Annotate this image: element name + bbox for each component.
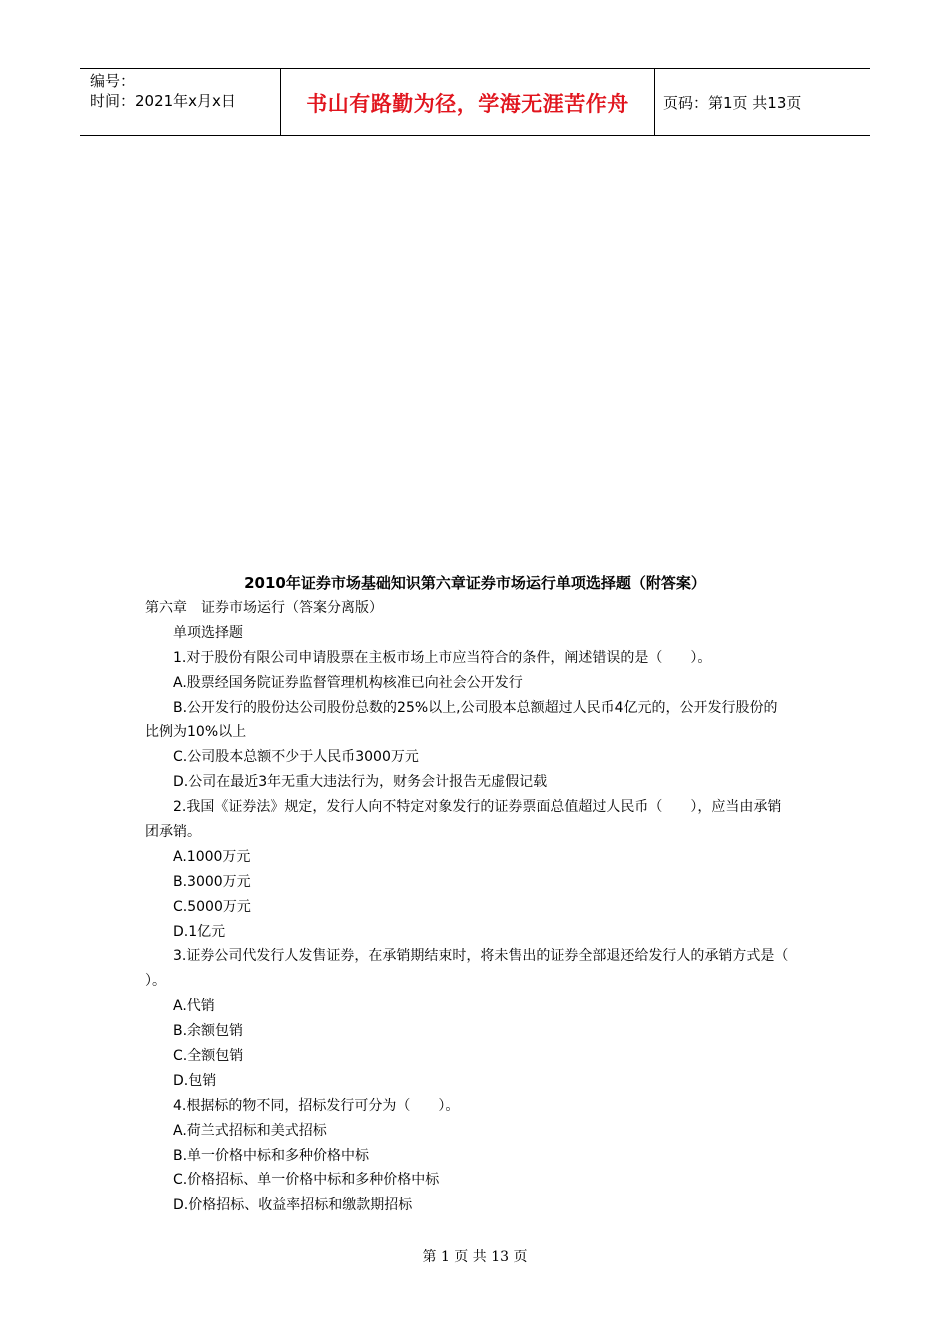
header-motto-cell	[281, 69, 655, 135]
option-1c: C.公司股本总额不少于人民币3000万元	[173, 749, 419, 766]
option-1a: A.股票经国务院证券监督管理机构核准已向社会公开发行	[173, 674, 523, 691]
question-4: 4.根据标的物不同，招标发行可分为（ ）。	[173, 1097, 460, 1114]
number-label: 编号：	[90, 72, 136, 90]
option-1d: D.公司在最近3年无重大违法行为，财务会计报告无虚假记载	[173, 774, 548, 791]
option-1b: B.公开发行的股份达公司股份总数的25%以上,公司股本总额超过人民币4亿元的，公开发行股份的	[173, 699, 778, 716]
time-label: 时间：2021年x月x日	[90, 92, 236, 110]
document-title: 2010年证券市场基础知识第六章证券市场运行单项选择题（附答案）	[244, 574, 706, 592]
option-4a: A.荷兰式招标和美式招标	[173, 1122, 327, 1139]
header-meta-cell	[80, 69, 281, 135]
question-1: 1.对于股份有限公司申请股票在主板市场上市应当符合的条件，阐述错误的是（ ）。	[173, 649, 712, 666]
option-4b: B.单一价格中标和多种价格中标	[173, 1147, 370, 1164]
option-4c: C.价格招标、单一价格中标和多种价格中标	[173, 1172, 440, 1189]
section-heading: 单项选择题	[173, 624, 243, 641]
page-footer: 第 1 页 共 13 页	[422, 1249, 528, 1265]
option-3d: D.包销	[173, 1072, 217, 1089]
question-3-continued: ）。	[145, 973, 166, 990]
page-info: 页码：第1页 共13页	[663, 93, 802, 112]
option-2d: D.1亿元	[173, 923, 226, 940]
option-3c: C.全额包销	[173, 1048, 244, 1065]
option-3a: A.代销	[173, 998, 215, 1015]
document-body	[145, 596, 810, 1218]
chapter-heading: 第六章 证券市场运行（答案分离版）	[145, 600, 383, 616]
option-2a: A.1000万元	[173, 848, 251, 865]
question-3: 3.证券公司代发行人发售证券，在承销期结束时，将未售出的证券全部退还给发行人的承销方式是（	[173, 948, 789, 965]
option-2c: C.5000万元	[173, 898, 251, 915]
question-2-continued: 团承销。	[145, 824, 201, 841]
option-2b: B.3000万元	[173, 873, 251, 890]
question-2: 2.我国《证券法》规定，发行人向不特定对象发行的证券票面总值超过人民币（ ），应当由承销	[173, 799, 782, 816]
header-table	[80, 68, 870, 136]
option-3b: B.余额包销	[173, 1023, 244, 1040]
option-4d: D.价格招标、收益率招标和缴款期招标	[173, 1197, 413, 1214]
header-page-cell	[655, 69, 870, 135]
motto-text: 书山有路勤为径，学海无涯苦作舟	[306, 92, 629, 116]
option-1b-continued: 比例为10%以上	[145, 724, 247, 741]
